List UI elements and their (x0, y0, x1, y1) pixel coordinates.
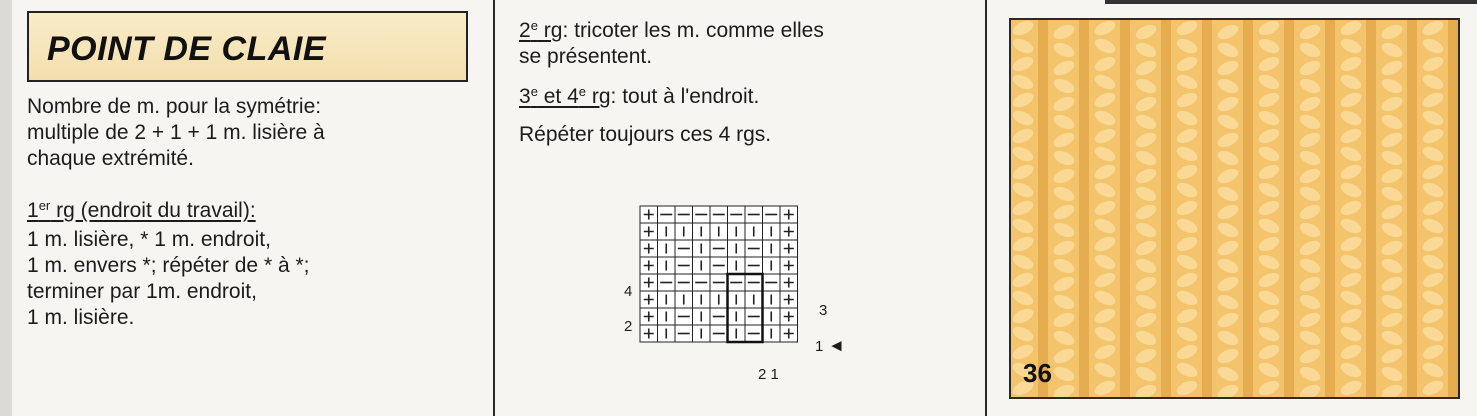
intro-line: multiple de 2 + 1 + 1 m. lisière à (27, 121, 325, 144)
row1-instructions (27, 227, 309, 331)
row-start-arrow-icon: ◄ (828, 336, 845, 355)
column-divider (493, 0, 495, 416)
rib-groove (1243, 20, 1253, 399)
title-box (27, 11, 468, 82)
row1-line: 1 m. lisière, * 1 m. endroit, (27, 228, 271, 251)
row34-instructions: 3e et 4e rg: tout à l'endroit. (519, 84, 760, 108)
chart-row-label-1: 1 (815, 338, 824, 355)
chart-row-label-2: 2 (624, 318, 633, 335)
row1-line: 1 m. lisière. (27, 306, 135, 329)
row1-heading-label: 1er rg (endroit du travail): (27, 198, 256, 222)
intro-line: chaque extrémité. (27, 147, 194, 170)
stitch-photo (1009, 18, 1460, 399)
stitch-number: 36 (1023, 358, 1052, 388)
rib-groove (1448, 20, 1458, 399)
rib-groove (1079, 20, 1089, 399)
knitting-chart (638, 204, 818, 354)
rib-groove (1120, 20, 1130, 399)
adjacent-page-edge (0, 0, 12, 416)
rib-groove (1407, 20, 1417, 399)
rib-groove (1202, 20, 1212, 399)
repeat-text: Répéter toujours ces 4 rgs. (519, 123, 772, 146)
row34-label: 3e et 4e rg (519, 84, 611, 108)
intro-line: Nombre de m. pour la symétrie: (27, 95, 322, 118)
chart-column-labels: 2 1 (758, 366, 779, 383)
row1-line: 1 m. envers *; répéter de * à *; (27, 254, 310, 277)
chart-row-label-4: 4 (624, 283, 633, 300)
stitch-title: POINT DE CLAIE (47, 30, 327, 68)
rib-groove (1284, 20, 1294, 399)
rib-groove (1161, 20, 1171, 399)
knit-texture (1011, 20, 1460, 399)
rib-groove (1038, 20, 1048, 399)
column-divider (985, 0, 987, 416)
row1-line: terminer par 1m. endroit, (27, 280, 257, 303)
intro-text (27, 94, 325, 172)
row1-heading (27, 198, 256, 224)
row2-instructions: 2e rg: tricoter les m. comme elles se présentent. (519, 18, 824, 68)
rib-groove (1366, 20, 1376, 399)
rib-groove (1325, 20, 1335, 399)
row2-label: 2e rg (519, 18, 563, 42)
chart-row-label-3: 3 (819, 302, 828, 319)
header-rule (1105, 0, 1477, 4)
